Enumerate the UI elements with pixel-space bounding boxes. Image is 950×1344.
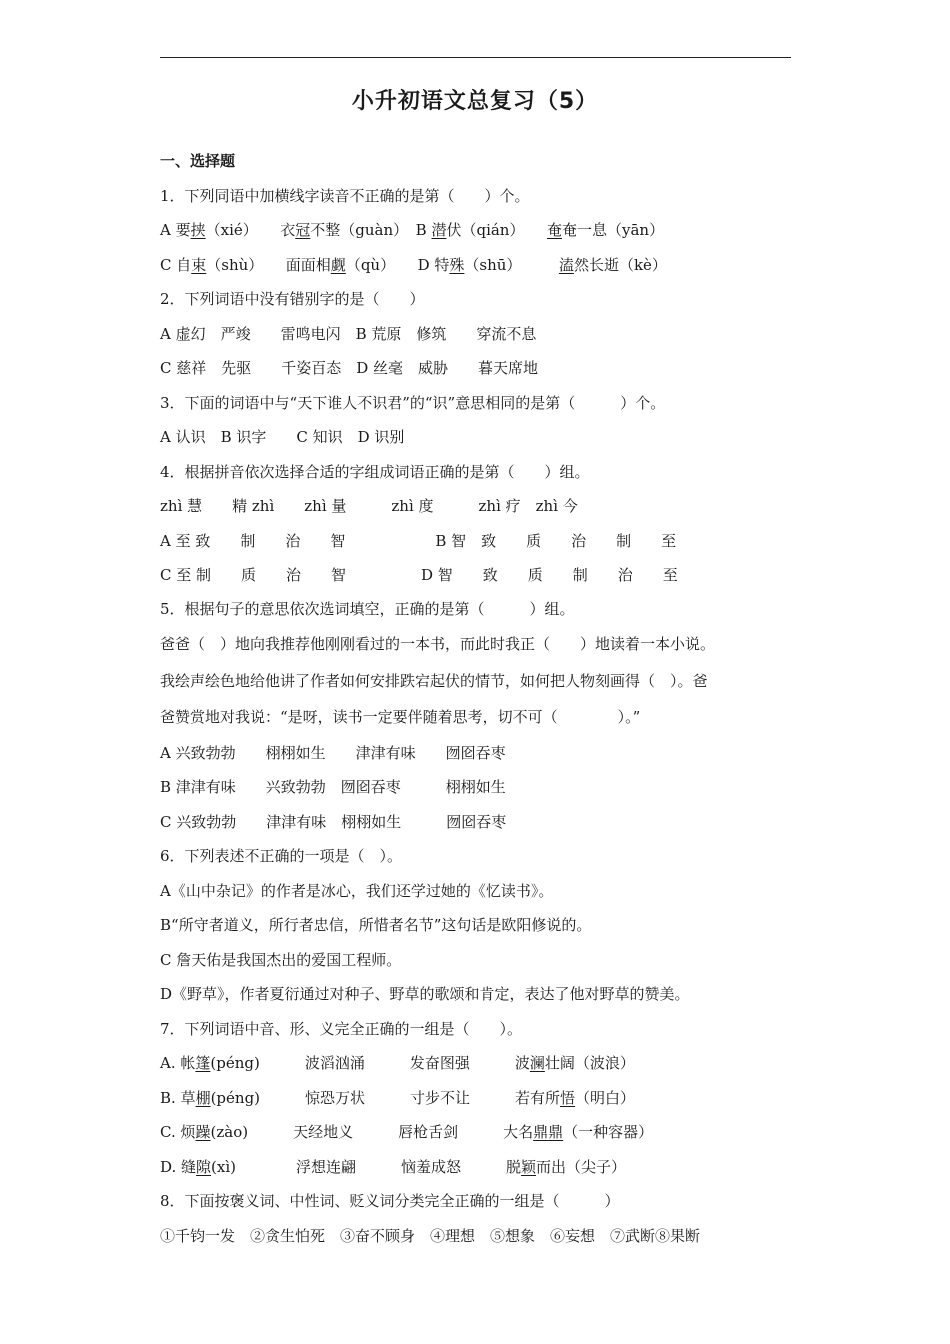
question-4-options-cd: C 至 制 质 治 智 D 智 致 质 制 治 至 [160, 566, 678, 584]
question-2-options-cd: C 慈祥 先驱 千姿百态 D 丝毫 威胁 暮天席地 [160, 359, 539, 377]
header-rule [160, 57, 791, 58]
question-5-passage-1: 爸爸（ ）地向我推荐他刚刚看过的一本书，而此时我正（ ）地读着一本小说。 [160, 635, 716, 653]
question-4-pinyin: zhì 慧 精 zhì zhì 量 zhì 度 zhì 疗 zhì 今 [160, 497, 578, 515]
question-6-option-b: B“所守者道义，所行者忠信，所惜者名节”这句话是欧阳修说的。 [160, 916, 592, 934]
question-4-stem: 4．根据拼音依次选择合适的字组成词语正确的是第（ ）组。 [160, 463, 590, 481]
question-5-passage-2: 我绘声绘色地给他讲了作者如何安排跌宕起伏的情节，如何把人物刻画得（ ）。爸 [160, 672, 708, 690]
question-1-stem: 1．下列同语中加横线字读音不正确的是第（ ）个。 [160, 187, 530, 205]
question-7-option-a: A. 帐篷(péng) 波滔汹涌 发奋图强 波澜壮阔（波浪） [160, 1054, 635, 1072]
question-3-stem: 3．下面的词语中与“天下谁人不识君”的“识”意思相同的是第（ ）个。 [160, 394, 666, 412]
question-1-options-ab: A 要挟（xié） 衣冠不整（guàn） B 潜伏（qián） 奄奄一息（yān） [160, 221, 665, 239]
question-7-option-c: C. 烦躁(zào) 天经地义 唇枪舌剑 大名鼎鼎（一种容器） [160, 1123, 654, 1141]
question-5-option-b: B 津津有味 兴致勃勃 囫囵吞枣 栩栩如生 [160, 778, 506, 796]
question-5-passage-3: 爸赞赏地对我说：“是呀，读书一定要伴随着思考，切不可（ ）。” [160, 708, 641, 726]
question-2-stem: 2．下列词语中没有错别字的是（ ） [160, 290, 425, 308]
question-1-options-cd: C 自束（shù） 面面相觑（qù） D 特殊（shū） 溘然长逝（kè） [160, 256, 667, 274]
question-6-stem: 6．下列表述不正确的一项是（ ）。 [160, 847, 403, 865]
question-6-option-a: A《山中杂记》的作者是冰心，我们还学过她的《忆读书》。 [160, 882, 554, 900]
section-heading: 一、选择题 [160, 152, 236, 170]
question-7-option-d: D. 缝隙(xì) 浮想连翩 恼羞成怒 脱颖而出（尖子） [160, 1158, 627, 1176]
question-5-option-a: A 兴致勃勃 栩栩如生 津津有味 囫囵吞枣 [160, 744, 506, 762]
document-title: 小升初语文总复习（5） [351, 89, 599, 114]
question-5-option-c: C 兴致勃勃 津津有味 栩栩如生 囫囵吞枣 [160, 813, 507, 831]
question-6-option-d: D《野草》，作者夏衍通过对种子、野草的歌颂和肯定，表达了他对野草的赞美。 [160, 985, 690, 1003]
question-2-options-ab: A 虚幻 严竣 雷鸣电闪 B 荒原 修筑 穿流不息 [160, 325, 537, 343]
question-6-option-c: C 詹天佑是我国杰出的爱国工程师。 [160, 951, 402, 969]
question-5-stem: 5．根据句子的意思依次选词填空，正确的是第（ ）组。 [160, 600, 575, 618]
question-8-word-list: ①千钧一发 ②贪生怕死 ③奋不顾身 ④理想 ⑤想象 ⑥妄想 ⑦武断⑧果断 [160, 1227, 701, 1245]
question-7-stem: 7．下列词语中音、形、义完全正确的一组是（ ）。 [160, 1020, 523, 1038]
question-7-option-b: B. 草棚(péng) 惊恐万状 寸步不让 若有所悟（明白） [160, 1089, 636, 1107]
question-4-options-ab: A 至 致 制 治 智 B 智 致 质 治 制 至 [160, 532, 677, 550]
question-3-options: A 认识 B 识字 C 知识 D 识别 [160, 428, 405, 446]
question-8-stem: 8．下面按褒义词、中性词、贬义词分类完全正确的一组是（ ） [160, 1192, 620, 1210]
